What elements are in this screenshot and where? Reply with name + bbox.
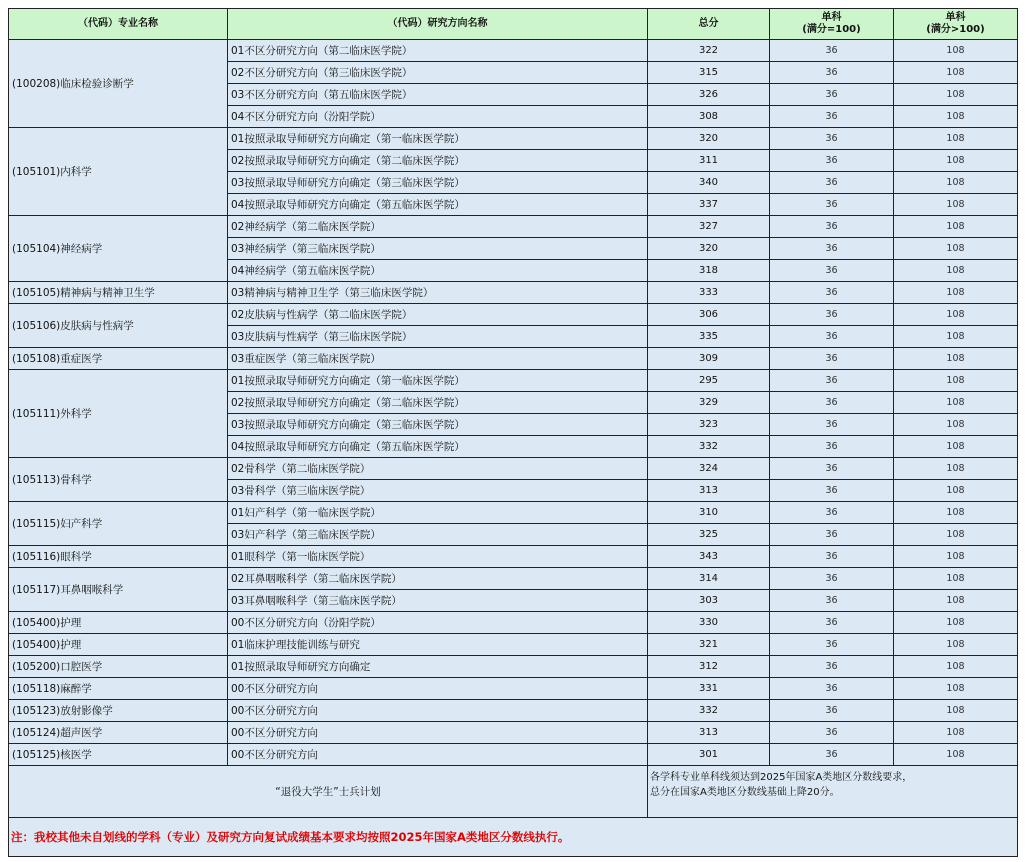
single-over-100-cell: 108 bbox=[894, 568, 1018, 590]
single-over-100-cell: 108 bbox=[894, 238, 1018, 260]
single-100-cell: 36 bbox=[770, 40, 894, 62]
single-100-cell: 36 bbox=[770, 150, 894, 172]
major-cell: (105115)妇产科学 bbox=[9, 502, 228, 546]
direction-cell: 00不区分研究方向（汾阳学院） bbox=[228, 612, 648, 634]
direction-cell: 01临床护理技能训练与研究 bbox=[228, 634, 648, 656]
single-100-cell: 36 bbox=[770, 656, 894, 678]
single-over-100-cell: 108 bbox=[894, 304, 1018, 326]
total-score-cell: 322 bbox=[648, 40, 770, 62]
major-cell: (105104)神经病学 bbox=[9, 216, 228, 282]
major-cell: (105400)护理 bbox=[9, 634, 228, 656]
direction-cell: 03按照录取导师研究方向确定（第三临床医学院） bbox=[228, 414, 648, 436]
total-score-cell: 311 bbox=[648, 150, 770, 172]
major-cell: (105125)核医学 bbox=[9, 744, 228, 766]
major-cell: (105400)护理 bbox=[9, 612, 228, 634]
table-row bbox=[9, 634, 1018, 656]
direction-cell: 03耳鼻咽喉科学（第三临床医学院） bbox=[228, 590, 648, 612]
veteran-plan-row bbox=[9, 766, 1018, 818]
single-100-cell: 36 bbox=[770, 722, 894, 744]
direction-cell: 02不区分研究方向（第三临床医学院） bbox=[228, 62, 648, 84]
single-over-100-cell: 108 bbox=[894, 40, 1018, 62]
veteran-plan-label: “退役大学生”士兵计划 bbox=[9, 766, 648, 818]
single-over-100-cell: 108 bbox=[894, 370, 1018, 392]
direction-cell: 03精神病与精神卫生学（第三临床医学院） bbox=[228, 282, 648, 304]
direction-cell: 01按照录取导师研究方向确定 bbox=[228, 656, 648, 678]
single-over-100-cell: 108 bbox=[894, 348, 1018, 370]
single-100-cell: 36 bbox=[770, 414, 894, 436]
single-100-cell: 36 bbox=[770, 128, 894, 150]
table-row bbox=[9, 700, 1018, 722]
total-score-cell: 310 bbox=[648, 502, 770, 524]
major-cell: (105124)超声医学 bbox=[9, 722, 228, 744]
single-100-cell: 36 bbox=[770, 260, 894, 282]
single-100-cell: 36 bbox=[770, 238, 894, 260]
single-100-cell: 36 bbox=[770, 194, 894, 216]
score-sheet bbox=[8, 8, 1017, 857]
total-score-cell: 321 bbox=[648, 634, 770, 656]
total-score-cell: 343 bbox=[648, 546, 770, 568]
total-score-cell: 318 bbox=[648, 260, 770, 282]
table-row bbox=[9, 722, 1018, 744]
single-100-cell: 36 bbox=[770, 480, 894, 502]
table-row bbox=[9, 216, 1018, 238]
table-row bbox=[9, 502, 1018, 524]
header-single-100-line1: 单科 bbox=[821, 12, 842, 23]
table-row bbox=[9, 458, 1018, 480]
total-score-cell: 340 bbox=[648, 172, 770, 194]
header-total: 总分 bbox=[648, 9, 770, 40]
major-cell: (105105)精神病与精神卫生学 bbox=[9, 282, 228, 304]
single-over-100-cell: 108 bbox=[894, 282, 1018, 304]
major-cell: (105117)耳鼻咽喉科学 bbox=[9, 568, 228, 612]
single-100-cell: 36 bbox=[770, 502, 894, 524]
single-100-cell: 36 bbox=[770, 326, 894, 348]
total-score-cell: 306 bbox=[648, 304, 770, 326]
single-100-cell: 36 bbox=[770, 370, 894, 392]
total-score-cell: 330 bbox=[648, 612, 770, 634]
single-over-100-cell: 108 bbox=[894, 150, 1018, 172]
major-cell: (105113)骨科学 bbox=[9, 458, 228, 502]
direction-cell: 04按照录取导师研究方向确定（第五临床医学院） bbox=[228, 194, 648, 216]
major-cell: (105111)外科学 bbox=[9, 370, 228, 458]
table-row bbox=[9, 744, 1018, 766]
table-body bbox=[9, 40, 1018, 766]
major-cell: (105118)麻醉学 bbox=[9, 678, 228, 700]
direction-cell: 01不区分研究方向（第二临床医学院） bbox=[228, 40, 648, 62]
major-cell: (105108)重症医学 bbox=[9, 348, 228, 370]
veteran-plan-note bbox=[648, 766, 1018, 818]
header-single-100-line2: (满分=100) bbox=[802, 24, 861, 35]
single-over-100-cell: 108 bbox=[894, 194, 1018, 216]
single-100-cell: 36 bbox=[770, 106, 894, 128]
major-cell: (100208)临床检验诊断学 bbox=[9, 40, 228, 128]
single-over-100-cell: 108 bbox=[894, 458, 1018, 480]
direction-cell: 03皮肤病与性病学（第三临床医学院） bbox=[228, 326, 648, 348]
single-over-100-cell: 108 bbox=[894, 414, 1018, 436]
major-cell: (105123)放射影像学 bbox=[9, 700, 228, 722]
header-single-over-100-line2: (满分>100) bbox=[926, 24, 985, 35]
single-100-cell: 36 bbox=[770, 590, 894, 612]
single-over-100-cell: 108 bbox=[894, 744, 1018, 766]
table-special-body bbox=[9, 766, 1018, 857]
table-row bbox=[9, 282, 1018, 304]
single-over-100-cell: 108 bbox=[894, 678, 1018, 700]
total-score-cell: 308 bbox=[648, 106, 770, 128]
header-row bbox=[9, 9, 1018, 40]
table-row bbox=[9, 370, 1018, 392]
table-row bbox=[9, 612, 1018, 634]
single-100-cell: 36 bbox=[770, 700, 894, 722]
table-row bbox=[9, 348, 1018, 370]
single-over-100-cell: 108 bbox=[894, 634, 1018, 656]
single-100-cell: 36 bbox=[770, 568, 894, 590]
direction-cell: 02神经病学（第二临床医学院） bbox=[228, 216, 648, 238]
single-100-cell: 36 bbox=[770, 304, 894, 326]
single-over-100-cell: 108 bbox=[894, 392, 1018, 414]
header-single-over-100-line1: 单科 bbox=[945, 12, 966, 23]
table-row bbox=[9, 678, 1018, 700]
major-cell: (105106)皮肤病与性病学 bbox=[9, 304, 228, 348]
direction-cell: 03骨科学（第三临床医学院） bbox=[228, 480, 648, 502]
single-over-100-cell: 108 bbox=[894, 546, 1018, 568]
single-100-cell: 36 bbox=[770, 524, 894, 546]
single-100-cell: 36 bbox=[770, 282, 894, 304]
total-score-cell: 320 bbox=[648, 238, 770, 260]
direction-cell: 02按照录取导师研究方向确定（第二临床医学院） bbox=[228, 150, 648, 172]
direction-cell: 04按照录取导师研究方向确定（第五临床医学院） bbox=[228, 436, 648, 458]
total-score-cell: 312 bbox=[648, 656, 770, 678]
single-over-100-cell: 108 bbox=[894, 128, 1018, 150]
single-100-cell: 36 bbox=[770, 436, 894, 458]
major-cell: (105200)口腔医学 bbox=[9, 656, 228, 678]
total-score-cell: 332 bbox=[648, 436, 770, 458]
single-100-cell: 36 bbox=[770, 84, 894, 106]
single-over-100-cell: 108 bbox=[894, 700, 1018, 722]
single-over-100-cell: 108 bbox=[894, 612, 1018, 634]
major-cell: (105116)眼科学 bbox=[9, 546, 228, 568]
single-over-100-cell: 108 bbox=[894, 502, 1018, 524]
footer-note: 注：我校其他未自划线的学科（专业）及研究方向复试成绩基本要求均按照2025年国家A类地区分数线执行。 bbox=[9, 818, 1018, 857]
direction-cell: 02皮肤病与性病学（第二临床医学院） bbox=[228, 304, 648, 326]
direction-cell: 02骨科学（第二临床医学院） bbox=[228, 458, 648, 480]
total-score-cell: 320 bbox=[648, 128, 770, 150]
total-score-cell: 309 bbox=[648, 348, 770, 370]
table-row bbox=[9, 656, 1018, 678]
total-score-cell: 329 bbox=[648, 392, 770, 414]
single-over-100-cell: 108 bbox=[894, 84, 1018, 106]
table-row bbox=[9, 40, 1018, 62]
total-score-cell: 313 bbox=[648, 480, 770, 502]
total-score-cell: 295 bbox=[648, 370, 770, 392]
header-direction: （代码）研究方向名称 bbox=[228, 9, 648, 40]
direction-cell: 04神经病学（第五临床医学院） bbox=[228, 260, 648, 282]
direction-cell: 03重症医学（第三临床医学院） bbox=[228, 348, 648, 370]
major-cell: (105101)内科学 bbox=[9, 128, 228, 216]
single-100-cell: 36 bbox=[770, 348, 894, 370]
total-score-cell: 314 bbox=[648, 568, 770, 590]
single-100-cell: 36 bbox=[770, 612, 894, 634]
direction-cell: 03妇产科学（第三临床医学院） bbox=[228, 524, 648, 546]
table-row bbox=[9, 304, 1018, 326]
total-score-cell: 327 bbox=[648, 216, 770, 238]
header-major: （代码）专业名称 bbox=[9, 9, 228, 40]
header-single-100 bbox=[770, 9, 894, 40]
direction-cell: 01眼科学（第一临床医学院） bbox=[228, 546, 648, 568]
direction-cell: 02按照录取导师研究方向确定（第二临床医学院） bbox=[228, 392, 648, 414]
single-over-100-cell: 108 bbox=[894, 62, 1018, 84]
total-score-cell: 303 bbox=[648, 590, 770, 612]
single-over-100-cell: 108 bbox=[894, 480, 1018, 502]
direction-cell: 04不区分研究方向（汾阳学院） bbox=[228, 106, 648, 128]
direction-cell: 00不区分研究方向 bbox=[228, 722, 648, 744]
total-score-cell: 315 bbox=[648, 62, 770, 84]
total-score-cell: 325 bbox=[648, 524, 770, 546]
single-100-cell: 36 bbox=[770, 216, 894, 238]
single-100-cell: 36 bbox=[770, 392, 894, 414]
single-over-100-cell: 108 bbox=[894, 590, 1018, 612]
direction-cell: 03按照录取导师研究方向确定（第三临床医学院） bbox=[228, 172, 648, 194]
table-row bbox=[9, 128, 1018, 150]
total-score-cell: 337 bbox=[648, 194, 770, 216]
single-100-cell: 36 bbox=[770, 634, 894, 656]
total-score-cell: 335 bbox=[648, 326, 770, 348]
single-100-cell: 36 bbox=[770, 458, 894, 480]
direction-cell: 00不区分研究方向 bbox=[228, 700, 648, 722]
single-100-cell: 36 bbox=[770, 678, 894, 700]
single-over-100-cell: 108 bbox=[894, 436, 1018, 458]
direction-cell: 03不区分研究方向（第五临床医学院） bbox=[228, 84, 648, 106]
direction-cell: 01妇产科学（第一临床医学院） bbox=[228, 502, 648, 524]
table-row bbox=[9, 568, 1018, 590]
total-score-cell: 324 bbox=[648, 458, 770, 480]
single-100-cell: 36 bbox=[770, 546, 894, 568]
single-over-100-cell: 108 bbox=[894, 216, 1018, 238]
single-over-100-cell: 108 bbox=[894, 722, 1018, 744]
single-over-100-cell: 108 bbox=[894, 172, 1018, 194]
single-100-cell: 36 bbox=[770, 62, 894, 84]
direction-cell: 00不区分研究方向 bbox=[228, 678, 648, 700]
single-100-cell: 36 bbox=[770, 744, 894, 766]
total-score-cell: 331 bbox=[648, 678, 770, 700]
single-over-100-cell: 108 bbox=[894, 106, 1018, 128]
score-table bbox=[8, 8, 1018, 857]
single-over-100-cell: 108 bbox=[894, 326, 1018, 348]
table-row bbox=[9, 546, 1018, 568]
single-over-100-cell: 108 bbox=[894, 656, 1018, 678]
direction-cell: 02耳鼻咽喉科学（第二临床医学院） bbox=[228, 568, 648, 590]
total-score-cell: 313 bbox=[648, 722, 770, 744]
total-score-cell: 323 bbox=[648, 414, 770, 436]
single-over-100-cell: 108 bbox=[894, 260, 1018, 282]
total-score-cell: 301 bbox=[648, 744, 770, 766]
direction-cell: 01按照录取导师研究方向确定（第一临床医学院） bbox=[228, 370, 648, 392]
direction-cell: 01按照录取导师研究方向确定（第一临床医学院） bbox=[228, 128, 648, 150]
veteran-plan-note-line1: 各学科专业单科线须达到2025年国家A类地区分数线要求， bbox=[650, 772, 913, 783]
header-single-over-100 bbox=[894, 9, 1018, 40]
total-score-cell: 332 bbox=[648, 700, 770, 722]
single-over-100-cell: 108 bbox=[894, 524, 1018, 546]
veteran-plan-note-line2: 总分在国家A类地区分数线基础上降20分。 bbox=[650, 787, 840, 798]
single-100-cell: 36 bbox=[770, 172, 894, 194]
footer-row bbox=[9, 818, 1018, 857]
direction-cell: 03神经病学（第三临床医学院） bbox=[228, 238, 648, 260]
direction-cell: 00不区分研究方向 bbox=[228, 744, 648, 766]
total-score-cell: 333 bbox=[648, 282, 770, 304]
total-score-cell: 326 bbox=[648, 84, 770, 106]
